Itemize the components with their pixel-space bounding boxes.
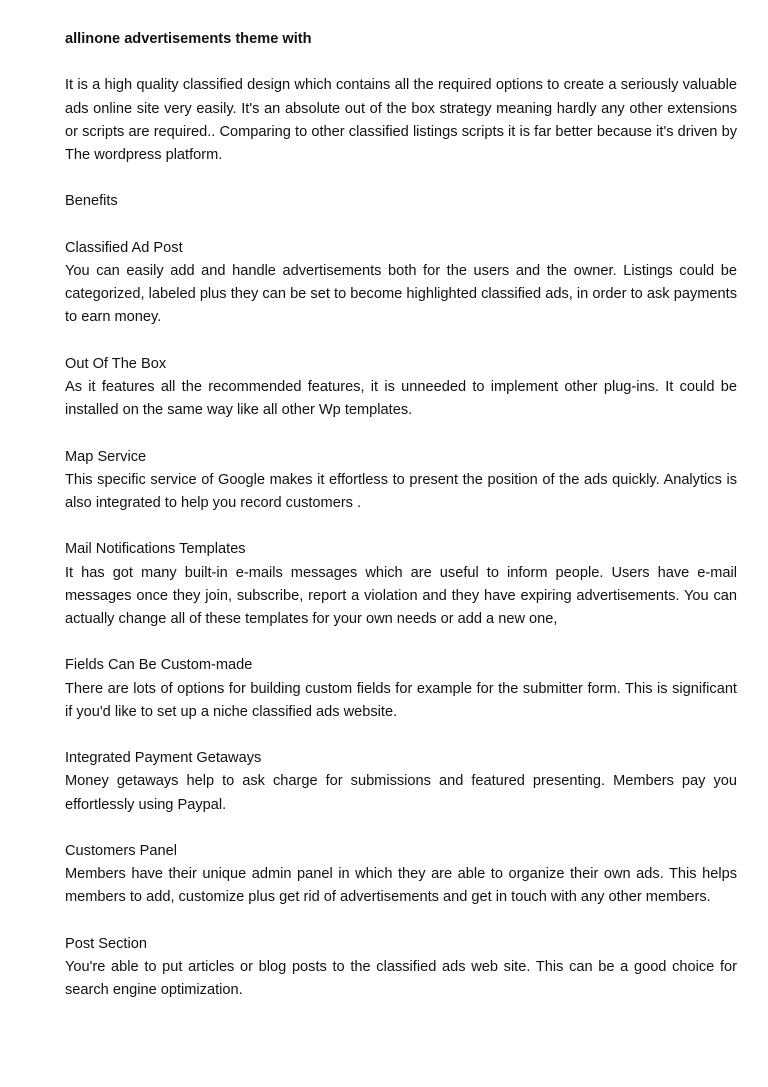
section-body: As it features all the recommended features, it is unneeded to implement other plug-ins. It could be installed on the same way like all other Wp templates. <box>65 378 737 419</box>
intro-paragraph: It is a high quality classified design which contains all the required options to create a seriously valuable ads online site very easily. It's an absolute out of the box strategy meaning hardly any other extensions or scripts are required.. Comparing to other classified listings scripts it is far better because it's driven by The wordpress platform. <box>65 77 737 163</box>
section-map-service <box>65 446 737 516</box>
section-heading: Post Section <box>65 935 147 952</box>
section-body: This specific service of Google makes it effortless to present the position of the ads quickly. Analytics is also integrated to help you record customers . <box>65 471 737 511</box>
section-heading: Customers Panel <box>65 842 177 859</box>
section-heading: Integrated Payment Getaways <box>65 750 262 767</box>
section-body: It has got many built-in e-mails messages which are useful to inform people. Users have e-mail messages once they join, subscribe, report a violation and they have expiring advertisements. You can actually change all of these templates for your own needs or add a new one, <box>65 564 737 627</box>
section-integrated-payment-getaways <box>65 747 737 817</box>
section-heading: Classified Ad Post <box>65 239 183 256</box>
section-body: Members have their unique admin panel in which they are able to organize their own ads. This helps members to add, customize plus get rid of advertisements and get in touch with any other members. <box>65 866 737 906</box>
section-heading: Fields Can Be Custom-made <box>65 657 253 674</box>
section-heading: Out Of The Box <box>65 355 167 372</box>
section-body: You can easily add and handle advertisements both for the users and the owner. Listings could be categorized, labeled plus they can be set to become highlighted classified ads, in order to ask payments to earn money. <box>65 262 737 326</box>
section-body: Money getaways help to ask charge for submissions and featured presenting. Members pay you effortlessly using Paypal. <box>65 773 737 813</box>
section-classified-ad-post <box>65 237 737 330</box>
section-fields-custom-made <box>65 654 737 724</box>
section-customers-panel <box>65 840 737 910</box>
section-out-of-the-box <box>65 353 737 423</box>
section-body: There are lots of options for building custom fields for example for the submitter form. This is significant if you'd like to set up a niche classified ads website. <box>65 680 737 720</box>
document-title: allinone advertisements theme with <box>65 31 312 47</box>
section-heading: Mail Notifications Templates <box>65 541 246 558</box>
section-body: You're able to put articles or blog posts to the classified ads web site. This can be a good choice for search engine optimization. <box>65 958 737 999</box>
section-heading: Map Service <box>65 448 147 465</box>
benefits-label: Benefits <box>65 193 118 210</box>
section-post-section <box>65 933 737 1003</box>
section-mail-notifications-templates <box>65 538 737 631</box>
document-page <box>65 28 737 1026</box>
